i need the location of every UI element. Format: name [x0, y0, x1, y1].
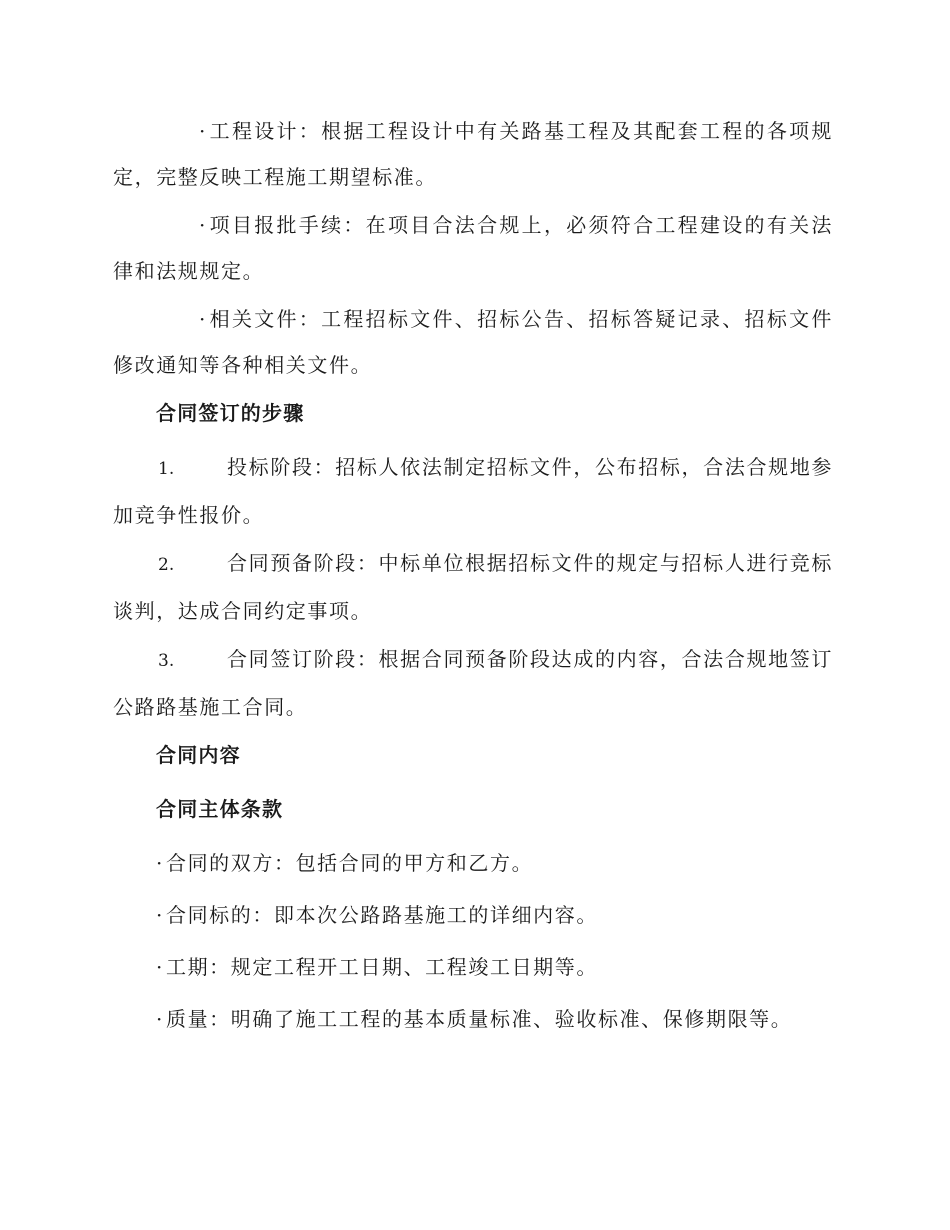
- bullet-quality: [113, 996, 833, 1042]
- bullet-dot: ·: [156, 851, 164, 875]
- bullet-text: 相关文件：工程招标文件、招标公告、招标答疑记录、招标文件修改通知等各种相关文件。: [113, 307, 833, 377]
- bullet-subject: [113, 892, 833, 938]
- bullet-dot: ·: [156, 903, 164, 927]
- step-number: 1.: [158, 459, 175, 479]
- step-item-1: [113, 444, 833, 538]
- bullet-duration: [113, 944, 833, 990]
- section-heading-content: 合同内容: [156, 743, 241, 767]
- bullet-text: 工期：规定工程开工日期、工程竣工日期等。: [165, 955, 598, 979]
- step-item-3: [113, 636, 833, 730]
- section-heading-main-terms: 合同主体条款: [156, 797, 284, 821]
- bullet-paragraph-design: [113, 108, 833, 200]
- step-number: 2.: [158, 555, 175, 575]
- step-text: 投标阶段：招标人依法制定招标文件，公布招标，合法合规地参加竞争性报价。: [113, 455, 833, 527]
- bullet-dot: ·: [156, 1007, 164, 1031]
- bullet-text: 工程设计：根据工程设计中有关路基工程及其配套工程的各项规定，完整反映工程施工期望标准。: [113, 119, 833, 189]
- step-text: 合同签订阶段：根据合同预备阶段达成的内容，合法合规地签订公路路基施工合同。: [113, 647, 833, 719]
- bullet-paragraph-approval: [113, 202, 833, 294]
- bullet-dot: ·: [199, 119, 207, 143]
- section-heading-steps: 合同签订的步骤: [156, 401, 305, 425]
- bullet-dot: ·: [156, 955, 164, 979]
- bullet-dot: ·: [199, 213, 207, 237]
- document-page: [113, 108, 833, 1048]
- bullet-dot: ·: [199, 307, 207, 331]
- step-number: 3.: [158, 651, 175, 671]
- step-item-2: [113, 540, 833, 634]
- bullet-paragraph-documents: [113, 296, 833, 388]
- bullet-text: 合同的双方：包括合同的甲方和乙方。: [165, 851, 534, 875]
- bullet-text: 质量：明确了施工工程的基本质量标准、验收标准、保修期限等。: [165, 1007, 793, 1031]
- bullet-text: 项目报批手续：在项目合法合规上，必须符合工程建设的有关法律和法规规定。: [113, 213, 833, 283]
- bullet-text: 合同标的：即本次公路路基施工的详细内容。: [165, 903, 598, 927]
- step-text: 合同预备阶段：中标单位根据招标文件的规定与招标人进行竞标谈判，达成合同约定事项。: [113, 551, 833, 623]
- bullet-parties: [113, 840, 833, 886]
